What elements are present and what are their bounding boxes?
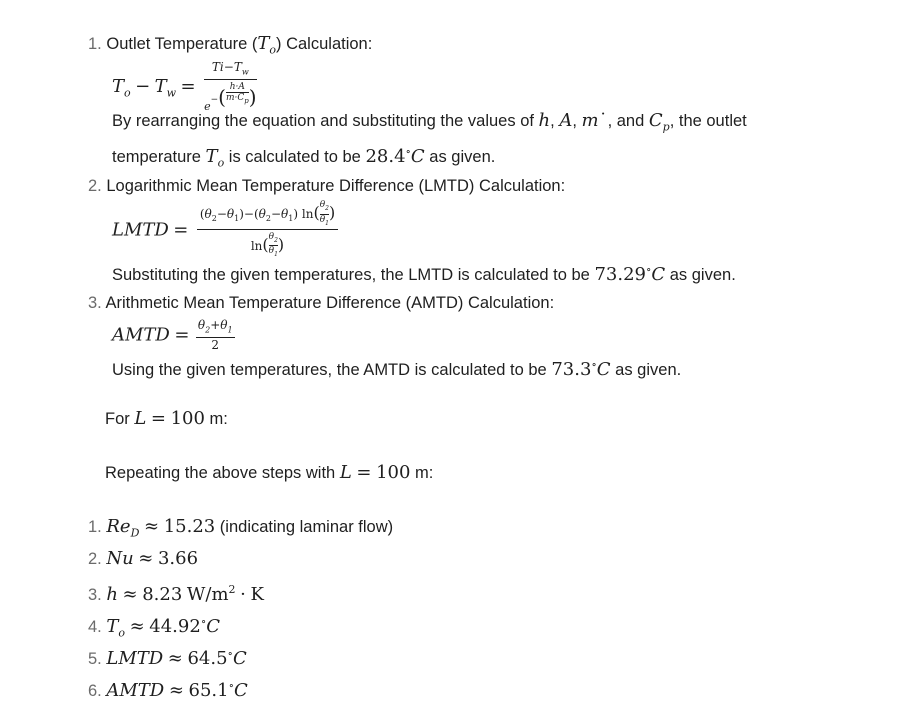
result-nusselt: 2. Nu ≈ 3.66 (88, 548, 199, 569)
outlet-temp-value: 28.4 (365, 146, 406, 167)
list-number: 2. (88, 177, 102, 195)
result-outlet-temperature: 4. $T_o \approx 44.92^\circ C$ (88, 615, 220, 640)
result-heat-transfer-coefficient: 3. h ≈ 8.23 $W/m^2 \cdot K$ (88, 583, 264, 605)
amtd-equation: AMTD = $\frac{\theta_2+\theta_1}{2}$ (112, 318, 233, 353)
result-lmtd: 5. LMTD ≈ 64.5∘C (88, 647, 247, 669)
step-2-heading (88, 176, 565, 196)
lmtd-value: 73.29 (594, 264, 646, 285)
for-length-line: For L = 100 m: (105, 408, 228, 429)
repeat-steps-line: Repeating the above steps with L = 100 m: (105, 462, 434, 483)
list-number: 1. (88, 35, 102, 53)
step-2-explanation: Substituting the given temperatures, the LMTD is calculated to be 73.29∘C as given. (112, 263, 736, 285)
list-number: 3. (88, 294, 102, 312)
step-title-post: ) Calculation: (276, 35, 373, 53)
math-to: $T_o$ (257, 33, 277, 57)
step-title-pre: Outlet Temperature ( (106, 35, 258, 53)
step-1-explanation-line-2: temperature $T_o$ is calculated to be 28.4∘C as given. (112, 145, 496, 170)
lmtd-equation: LMTD = $(\theta_2-\theta_1)-(\theta_2-\theta_1)$ ln( $\frac{\theta_2}{\theta_1}$ ) ln( $\frac{\theta_2}{\theta_1}$ ) (112, 200, 338, 260)
outlet-temperature-equation: $T_o - T_w$ = $Ti-T_w$ e−( $\frac{h\cdot A}{m\cdot C_p}$ ) (112, 60, 257, 114)
amtd-value: 73.3 (551, 359, 592, 380)
step-3-heading (88, 293, 554, 313)
step-title: Logarithmic Mean Temperature Difference (LMTD) Calculation: (106, 177, 566, 195)
step-3-explanation: Using the given temperatures, the AMTD is calculated to be 73.3∘C as given. (112, 358, 682, 380)
step-1-explanation-line-1: By rearranging the equation and substituting the values of h, A, m˙, and $C_p$, the outlet (112, 110, 747, 134)
result-reynolds: 1. $Re_D \approx 15.23$ (indicating laminar flow) (88, 516, 394, 540)
result-amtd: 6. AMTD ≈ 65.1∘C (88, 679, 248, 701)
step-1-heading (88, 34, 372, 61)
step-title: Arithmetic Mean Temperature Difference (AMTD) Calculation: (105, 294, 555, 312)
